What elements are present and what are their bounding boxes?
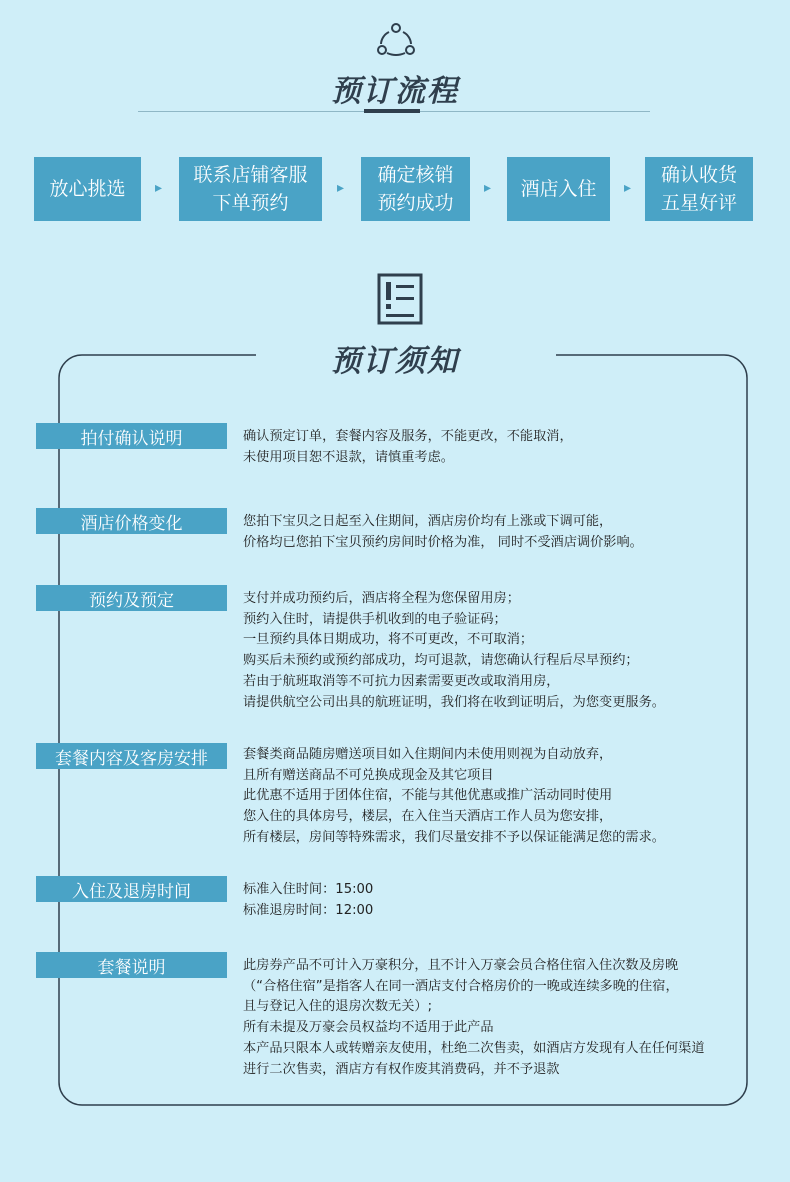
desc-line: 若由于航班取消等不可抗力因素需要更改或取消用房， — [243, 673, 560, 689]
process-title-underline-accent — [364, 109, 420, 113]
section-label-checkin-checkout: 入住及退房时间 — [36, 876, 227, 902]
section-label-payment-confirm: 拍付确认说明 — [36, 423, 227, 449]
section-desc-payment-confirm — [243, 427, 753, 468]
desc-line: 套餐类商品随房赠送项目如入住期间内未使用则视为自动放弃， — [243, 747, 613, 762]
section-desc-package-info — [243, 956, 753, 1080]
section-desc-reservation — [243, 589, 753, 713]
section-desc-checkin-checkout — [243, 880, 753, 921]
desc-line: 预约入住时，请提供手机收到的电子验证码； — [243, 611, 507, 627]
process-title: 预订流程 — [331, 74, 459, 109]
desc-line: 确认预定订单，套餐内容及服务，不能更改，不能取消， — [243, 429, 573, 444]
desc-line: 一旦预约具体日期成功，将不可更改，不可取消； — [243, 632, 534, 648]
notice-title: 预订须知 — [331, 344, 459, 379]
desc-line: 购买后未预约或预约部成功，均可退款，请您确认行程后尽早预约； — [243, 653, 639, 669]
share-icon — [375, 20, 417, 58]
desc-line: 且所有赠送商品不可兑换成现金及其它项目 — [243, 767, 494, 783]
document-notice-icon — [377, 273, 423, 325]
desc-line: 请提供航空公司出具的航班证明，我们将在收到证明后，为您变更服务。 — [243, 694, 665, 710]
flow-arrow-1: ▸ — [155, 180, 163, 196]
flow-step-5: 确认收货 五星好评 — [645, 157, 753, 221]
section-desc-price-change — [243, 512, 753, 553]
desc-line: 您拍下宝贝之日起至入住期间，酒店房价均有上涨或下调可能， — [243, 514, 613, 529]
flow-step-4: 酒店入住 — [507, 157, 610, 221]
desc-line: 价格均已您拍下宝贝预约房间时价格为准， 同时不受酒店调价影响。 — [243, 534, 643, 550]
flow-step-2: 联系店铺客服 下单预约 — [179, 157, 322, 221]
desc-line: 标准入住时间：15:00 — [243, 882, 374, 897]
flow-step-3: 确定核销 预约成功 — [361, 157, 470, 221]
desc-line: 进行二次售卖，酒店方有权作废其消费码，并不予退款 — [243, 1061, 560, 1077]
section-label-package-rooms: 套餐内容及客房安排 — [36, 743, 227, 769]
desc-line: 您入住的具体房号，楼层，在入住当天酒店工作人员为您安排， — [243, 809, 613, 825]
desc-line: 支付并成功预约后，酒店将全程为您保留用房； — [243, 591, 520, 606]
section-label-price-change: 酒店价格变化 — [36, 508, 227, 534]
desc-line: 未使用项目恕不退款，请慎重考虑。 — [243, 449, 454, 465]
flow-arrow-2: ▸ — [337, 180, 345, 196]
flow-arrow-4: ▸ — [624, 180, 632, 196]
section-label-reservation: 预约及预定 — [36, 585, 227, 611]
desc-line: 本产品只限本人或转赠亲友使用，杜绝二次售卖，如酒店方发现有人在任何渠道 — [243, 1040, 705, 1056]
desc-line: 此优惠不适用于团体住宿，不能与其他优惠或推广活动同时使用 — [243, 788, 613, 804]
desc-line: 所有楼层，房间等特殊需求，我们尽量安排不予以保证能满足您的需求。 — [243, 829, 665, 845]
desc-line: 标准退房时间：12:00 — [243, 902, 374, 918]
flow-arrow-3: ▸ — [484, 180, 492, 196]
section-desc-package-rooms — [243, 745, 753, 849]
desc-line: 所有未提及万豪会员权益均不适用于此产品 — [243, 1020, 494, 1036]
desc-line: 此房券产品不可计入万豪积分，且不计入万豪会员合格住宿入住次数及房晚 — [243, 958, 679, 973]
flow-step-1: 放心挑选 — [34, 157, 141, 221]
section-label-package-info: 套餐说明 — [36, 952, 227, 978]
desc-line: （“合格住宿”是指客人在同一酒店支付合格房价的一晚或连续多晚的住宿， — [243, 978, 679, 994]
desc-line: 且与登记入住的退房次数无关）; — [243, 999, 433, 1015]
